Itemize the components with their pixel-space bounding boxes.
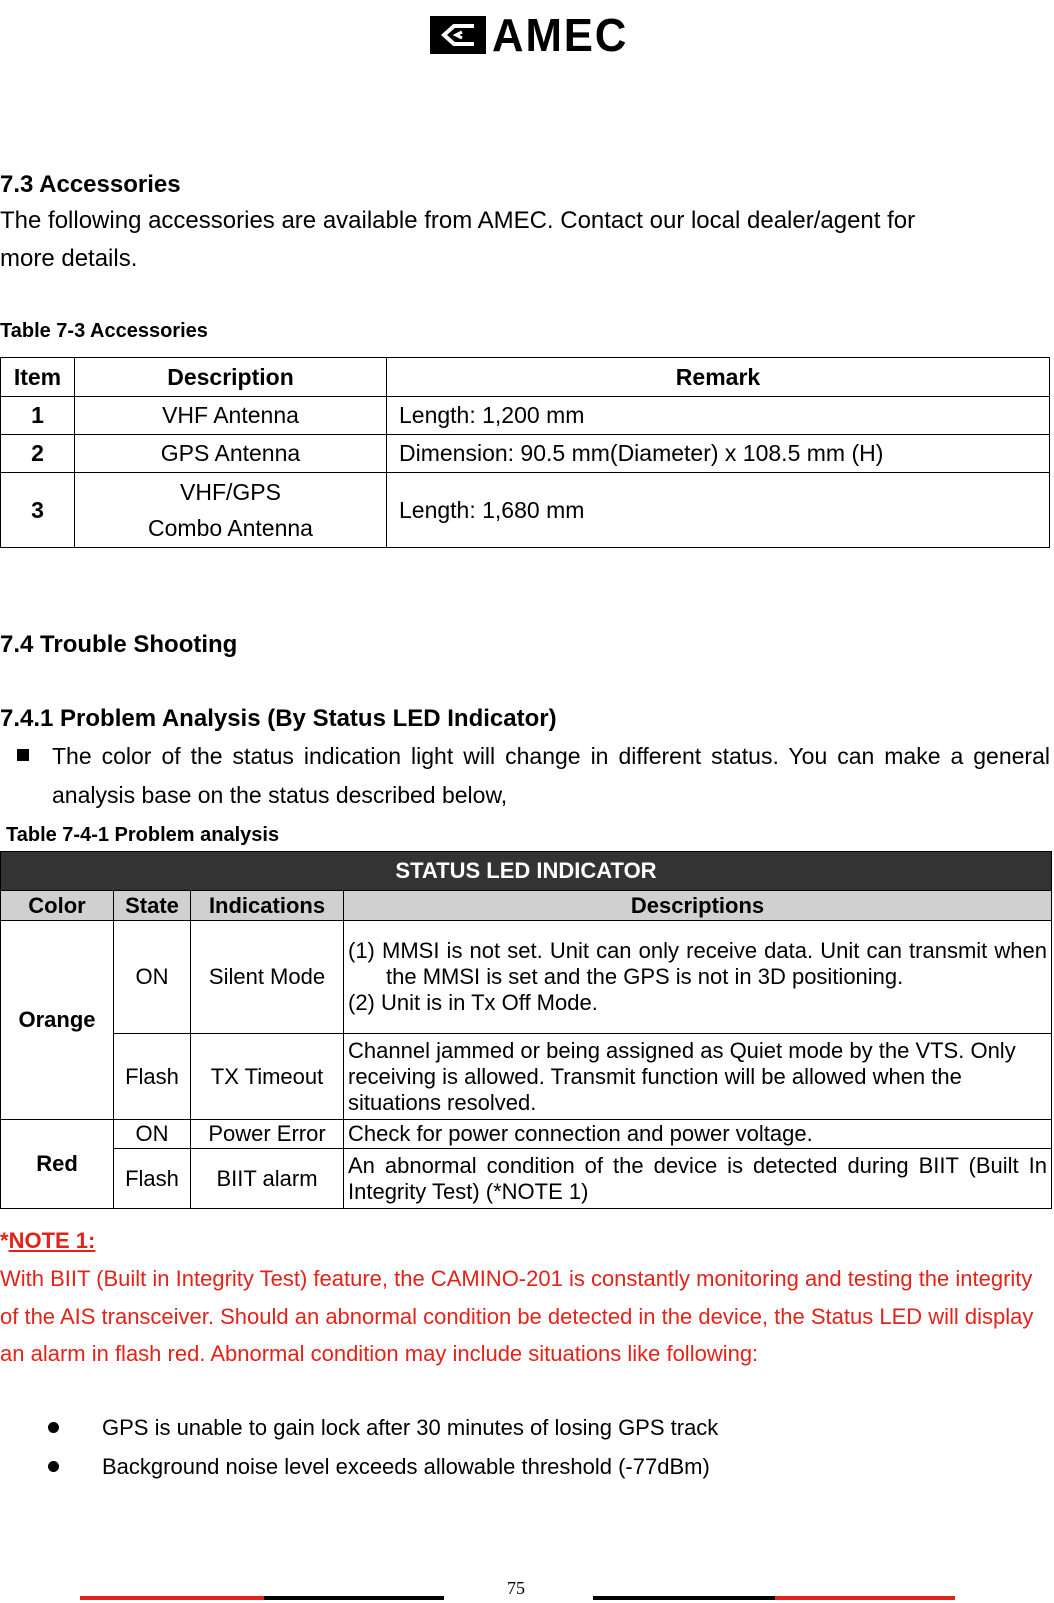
note-star: * — [0, 1228, 9, 1253]
list-item: GPS is unable to gain lock after 30 minutes of losing GPS track — [0, 1408, 718, 1447]
table-row — [1, 1149, 1052, 1209]
accessories-table — [0, 357, 1050, 548]
table-header-row — [1, 891, 1052, 921]
description: An abnormal condition of the device is detected during BIIT (Built In Integrity Test) (*NOTE 1) — [344, 1149, 1052, 1209]
problem-table-caption: Table 7-4-1 Problem analysis — [6, 824, 280, 846]
accessories-table-caption: Table 7-3 Accessories — [0, 320, 208, 342]
item-number: 3 — [1, 473, 75, 548]
state: ON — [114, 921, 191, 1034]
state: ON — [114, 1120, 191, 1149]
table-row — [1, 435, 1050, 473]
description-line2: (2) Unit is in Tx Off Mode. — [348, 990, 598, 1015]
table-row — [1, 473, 1050, 548]
item-remark: Length: 1,200 mm — [387, 397, 1050, 435]
header-description: Description — [75, 358, 387, 397]
note-list — [0, 1408, 718, 1486]
item-remark: Length: 1,680 mm — [387, 473, 1050, 548]
indication: TX Timeout — [191, 1034, 344, 1120]
description: Check for power connection and power voltage. — [344, 1120, 1052, 1149]
square-bullet-icon — [17, 749, 29, 761]
note-title-text: NOTE 1: — [8, 1228, 96, 1253]
footer-line-black-left — [264, 1596, 444, 1600]
subsection-title-problem-analysis: 7.4.1 Problem Analysis (By Status LED Indicator) — [0, 705, 557, 732]
item-number: 1 — [1, 397, 75, 435]
description — [344, 921, 1052, 1034]
footer-line-red-left — [80, 1596, 264, 1600]
page-number: 75 — [507, 1578, 525, 1598]
table-row — [1, 397, 1050, 435]
brand-name: AMEC — [492, 9, 629, 61]
indication: Power Error — [191, 1120, 344, 1149]
table-row — [1, 1120, 1052, 1149]
section-title-accessories: 7.3 Accessories — [0, 171, 181, 198]
accessories-intro-line2: more details. — [0, 245, 138, 272]
footer-line-red-right — [775, 1596, 955, 1600]
note-text: With BIIT (Built in Integrity Test) feature, the CAMINO-201 is constantly monitoring and testing the integrity of the AIS transceiver. Should an abnormal condition be detected in the device, the Status LED will display an alarm in flash red. Abnormal condition may include situations like following: — [0, 1266, 1034, 1366]
indication: Silent Mode — [191, 921, 344, 1034]
color-red: Red — [1, 1120, 114, 1209]
header-state: State — [114, 891, 191, 921]
section-title-trouble-shooting: 7.4 Trouble Shooting — [0, 631, 238, 658]
note-title — [0, 1228, 95, 1254]
item-number: 2 — [1, 435, 75, 473]
item-description-line2: Combo Antenna — [148, 515, 313, 541]
header-item: Item — [1, 358, 75, 397]
item-remark: Dimension: 90.5 mm(Diameter) x 108.5 mm (H) — [387, 435, 1050, 473]
item-description: VHF Antenna — [75, 397, 387, 435]
header-descriptions: Descriptions — [344, 891, 1052, 921]
problem-analysis-intro: The color of the status indication light will change in different status. You can make a general analysis base on the status described below, — [52, 743, 1050, 808]
table-row — [1, 1034, 1052, 1120]
description: Channel jammed or being assigned as Quiet mode by the VTS. Only receiving is allowed. Transmit function will be allowed when the situations resolved. — [344, 1034, 1052, 1120]
list-item: Background noise level exceeds allowable threshold (-77dBm) — [0, 1447, 718, 1486]
item-description: GPS Antenna — [75, 435, 387, 473]
amec-logo-mark-icon — [430, 16, 486, 54]
item-description — [75, 473, 387, 548]
state: Flash — [114, 1034, 191, 1120]
status-led-table — [0, 851, 1052, 1209]
accessories-intro-line1: The following accessories are available from AMEC. Contact our local dealer/agent for — [0, 207, 916, 234]
header-remark: Remark — [387, 358, 1050, 397]
item-description-line1: VHF/GPS — [180, 479, 281, 505]
table-row — [1, 921, 1052, 1034]
indication: BIIT alarm — [191, 1149, 344, 1209]
footer-line-black-right — [593, 1596, 775, 1600]
state: Flash — [114, 1149, 191, 1209]
description-line1: (1) MMSI is not set. Unit can only receive data. Unit can transmit when the MMSI is set and the GPS is not in 3D positioning. — [348, 938, 1047, 989]
header-indications: Indications — [191, 891, 344, 921]
amec-logo — [430, 9, 629, 61]
table-header-row — [1, 358, 1050, 397]
color-orange: Orange — [1, 921, 114, 1120]
status-led-table-title: STATUS LED INDICATOR — [1, 852, 1052, 891]
header-color: Color — [1, 891, 114, 921]
